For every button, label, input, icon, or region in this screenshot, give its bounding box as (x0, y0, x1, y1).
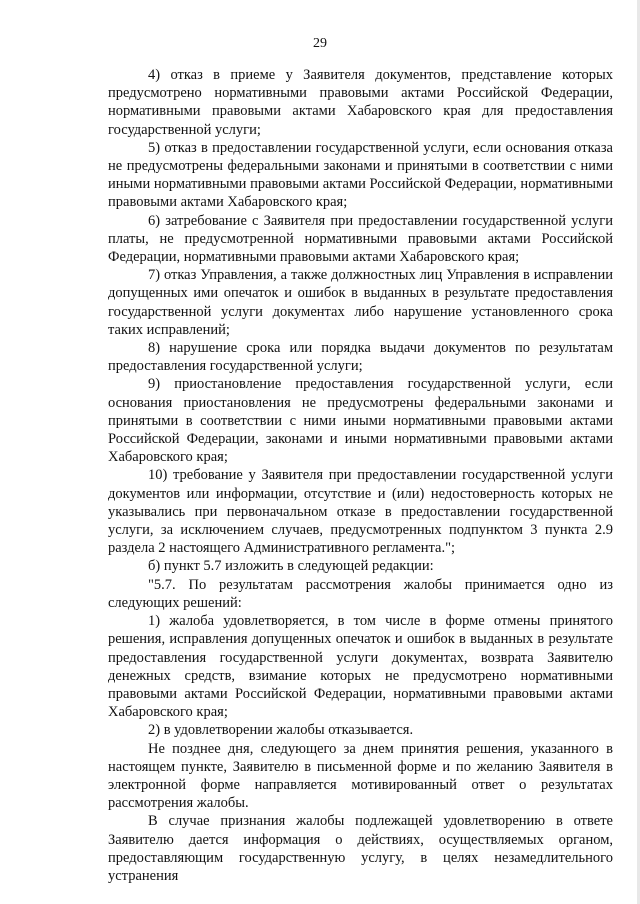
decision-1-complaint-satisfied: 1) жалоба удовлетворяется, в том числе в форме отмены принятого решения, исправления допущенных опечаток и ошибок в выданных в результате предоставления государственной услуги документах, возврата Заявителю денежных средств, взимание которых не предусмотрено нормативными правовыми актами Российской Федерации, нормативными правовыми актами Хабаровского края; (108, 613, 613, 721)
list-item-9-suspension: 9) приостановление предоставления государственной услуги, если основания приостановления не предусмотрены федеральными законами и принятыми в соответствии с ними иными нормативными правовыми актами Российской Федерации, законами и иными нормативными правовыми актами Хабаровского края; (108, 376, 613, 466)
list-item-6-fee-requirement: 6) затребование с Заявителя при предоставлении государственной услуги платы, не предусмотренной нормативными правовыми актами Российской Федерации, нормативными правовыми актами Хабаровского края; (108, 212, 613, 266)
clause-5-7-intro: "5.7. По результатам рассмотрения жалобы принимается одно из следующих решений: (108, 576, 613, 611)
list-item-8-deadline-violation: 8) нарушение срока или порядка выдачи документов по результатам предоставления государственной услуги; (108, 340, 613, 375)
decision-2-complaint-denied: 2) в удовлетворении жалобы отказывается. (148, 722, 414, 739)
list-item-7-refusal-to-correct-errors: 7) отказ Управления, а также должностных лиц Управления в исправлении допущенных ими опечаток и ошибок в выданных в результате предоставления государственной услуги документах либо нарушение установленного срока таких исправлений; (108, 267, 613, 338)
list-item-10-document-requirement: 10) требование у Заявителя при предоставлении государственной услуги документов или информации, отсутствие и (или) недостоверность которых не указывались при первоначальном отказе в предоставлении государственной услуги, за исключением случаев, предусмотренных подпунктом 3 пункта 2.9 раздела 2 настоящего Административного регламента."; (108, 467, 613, 557)
response-deadline-paragraph: Не позднее дня, следующего за днем принятия решения, указанного в настоящем пункте, Заявителю в письменной форме и по желанию Заявителя в электронной форме направляется мотивированный ответ о результатах рассмотрения жалобы. (108, 740, 613, 812)
page-number: 29 (313, 36, 327, 51)
amendment-b-paragraph: б) пункт 5.7 изложить в следующей редакции: (148, 558, 434, 575)
satisfied-complaint-info-paragraph: В случае признания жалобы подлежащей удовлетворению в ответе Заявителю дается информация о действиях, осуществляемых органом, предоставляющим государственную услугу, в целях незамедлительного устранения (108, 813, 613, 884)
list-item-5-refusal-to-provide-service: 5) отказ в предоставлении государственной услуги, если основания отказа не предусмотрены федеральными законами и принятыми в соответствии с ними иными нормативными правовыми актами Российской Федерации, нормативными правовыми актами Хабаровского края; (108, 139, 613, 211)
document-body (108, 66, 613, 885)
list-item-4-refusal-to-accept-documents: 4) отказ в приеме у Заявителя документов, представление которых предусмотрено нормативными правовыми актами Российской Федерации, нормативными правовыми актами Хабаровского края для предоставления государственной услуги; (108, 67, 613, 138)
